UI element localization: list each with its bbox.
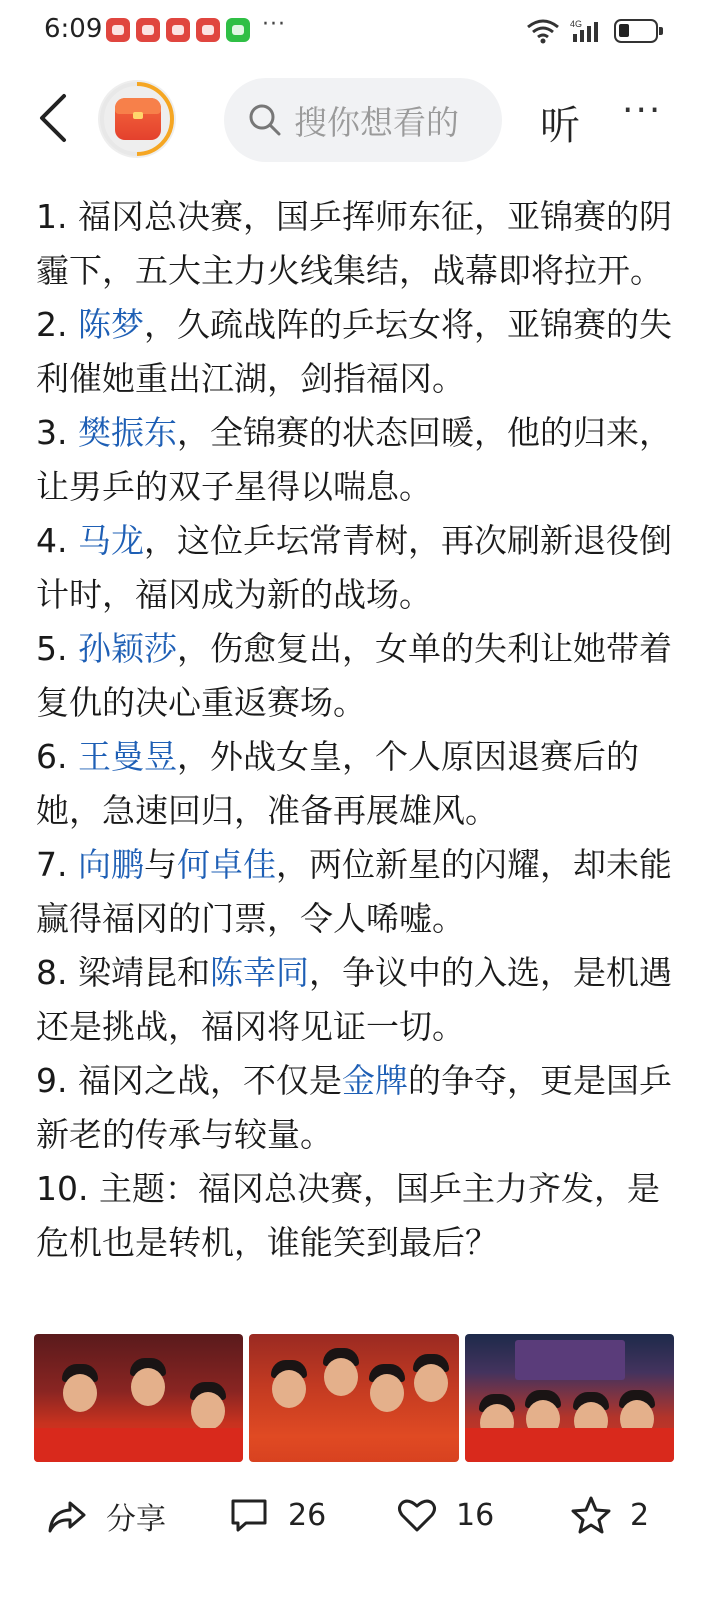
like-count: 16: [456, 1497, 495, 1533]
battery-icon: [614, 19, 658, 43]
like-button[interactable]: [396, 1494, 494, 1536]
header: [0, 68, 720, 168]
photo-detail: [324, 1358, 358, 1396]
article-paragraph: [36, 838, 686, 946]
article-text: 10. 主题：福冈总决赛，国乒主力齐发，是危机也是转机，谁能笑到最后？: [36, 1169, 660, 1262]
share-icon: [46, 1495, 88, 1537]
article-paragraph: [36, 190, 686, 298]
status-bar: [0, 0, 720, 62]
photo-detail: [272, 1370, 306, 1408]
comment-icon: [228, 1494, 270, 1536]
comment-count: 26: [288, 1497, 327, 1533]
wechat-notification-icon: [226, 18, 250, 42]
entity-link[interactable]: 金牌: [341, 1061, 408, 1100]
red-envelope-icon: [115, 98, 161, 140]
entity-link[interactable]: 王曼昱: [77, 737, 177, 776]
photo-strip: [34, 1334, 674, 1462]
entity-link[interactable]: 孙颖莎: [77, 629, 177, 668]
search-icon: [248, 103, 282, 137]
photo-team-celebration[interactable]: [34, 1334, 243, 1462]
article-text: 6.: [36, 737, 78, 776]
article-text: 1. 福冈总决赛，国乒挥师东征，亚锦赛的阴霾下，五大主力火线集结，战幕即将拉开。: [36, 197, 672, 290]
article-paragraph: [36, 730, 686, 838]
share-button[interactable]: [46, 1494, 166, 1538]
status-time: 6:09: [44, 14, 103, 44]
photo-team-flag[interactable]: [465, 1334, 674, 1462]
entity-link[interactable]: 陈幸同: [209, 953, 309, 992]
article-paragraph: [36, 514, 686, 622]
entity-link[interactable]: 樊振东: [77, 413, 177, 452]
article-text: ，两位新星的闪耀，却未能赢得福冈的门票，令人唏嘘。: [36, 845, 672, 938]
app-notification-icon: [166, 18, 190, 42]
search-placeholder: 搜你想看的: [294, 102, 459, 142]
article-text: ，争议中的入选，是机遇还是挑战，福冈将见证一切。: [36, 953, 672, 1046]
cellular-signal-icon: [570, 18, 604, 44]
entity-link[interactable]: 向鹏: [77, 845, 144, 884]
article-text: ，久疏战阵的乒坛女将，亚锦赛的失利催她重出江湖，剑指福冈。: [36, 305, 672, 398]
app-notification-icon: [106, 18, 130, 42]
article-body: [36, 190, 686, 1270]
article-paragraph: [36, 298, 686, 406]
photo-detail: [63, 1374, 97, 1412]
article-text: ，这位乒坛常青树，再次刷新退役倒计时，福冈成为新的战场。: [36, 521, 672, 614]
photo-detail: [414, 1364, 448, 1402]
action-bar: [0, 1478, 720, 1550]
article-text: 9. 福冈之战，不仅是: [36, 1061, 342, 1100]
article-text: 7.: [36, 845, 78, 884]
photo-flag: [465, 1428, 674, 1462]
wifi-icon: [526, 18, 560, 44]
heart-icon: [396, 1494, 438, 1536]
favorite-count: 2: [630, 1497, 650, 1533]
app-notification-icon: [196, 18, 220, 42]
status-more-icon: ···: [262, 12, 286, 37]
article-text: ，外战女皇，个人原因退赛后的她，急速回归，准备再展雄风。: [36, 737, 639, 830]
photo-players-group[interactable]: [249, 1334, 458, 1462]
article-paragraph: [36, 946, 686, 1054]
article-text: 8. 梁靖昆和: [36, 953, 210, 992]
article-text: 与: [143, 845, 177, 884]
entity-link[interactable]: 马龙: [77, 521, 144, 560]
entity-link[interactable]: 何卓佳: [176, 845, 276, 884]
listen-button[interactable]: 听: [540, 103, 580, 149]
article-paragraph: [36, 406, 686, 514]
article-paragraph: [36, 1162, 686, 1270]
article-text: 4.: [36, 521, 78, 560]
article-text: ，全锦赛的状态回暖，他的归来，让男乒的双子星得以喘息。: [36, 413, 672, 506]
article-text: ，伤愈复出，女单的失利让她带着复仇的决心重返赛场。: [36, 629, 672, 722]
article-text: 3.: [36, 413, 78, 452]
photo-detail: [191, 1392, 225, 1430]
photo-screen: [515, 1340, 625, 1380]
photo-detail: [131, 1368, 165, 1406]
photo-flag: [34, 1428, 243, 1462]
notification-icons: [106, 18, 250, 42]
article-text: 2.: [36, 305, 78, 344]
back-arrow-icon[interactable]: [34, 92, 74, 144]
svg-text:4G: 4G: [570, 19, 583, 29]
article-paragraph: [36, 1054, 686, 1162]
more-options-button[interactable]: ···: [622, 90, 663, 131]
comment-button[interactable]: [228, 1494, 326, 1536]
article-paragraph: [36, 622, 686, 730]
share-label: 分享: [106, 1502, 166, 1537]
status-right-icons: [526, 18, 658, 44]
star-icon: [570, 1494, 612, 1536]
article-text: 的争夺，更是国乒新老的传承与较量。: [36, 1061, 672, 1154]
search-bar[interactable]: [224, 78, 502, 162]
article-text: 5.: [36, 629, 78, 668]
app-notification-icon: [136, 18, 160, 42]
photo-detail: [370, 1374, 404, 1412]
entity-link[interactable]: 陈梦: [77, 305, 144, 344]
favorite-button[interactable]: [570, 1494, 649, 1536]
